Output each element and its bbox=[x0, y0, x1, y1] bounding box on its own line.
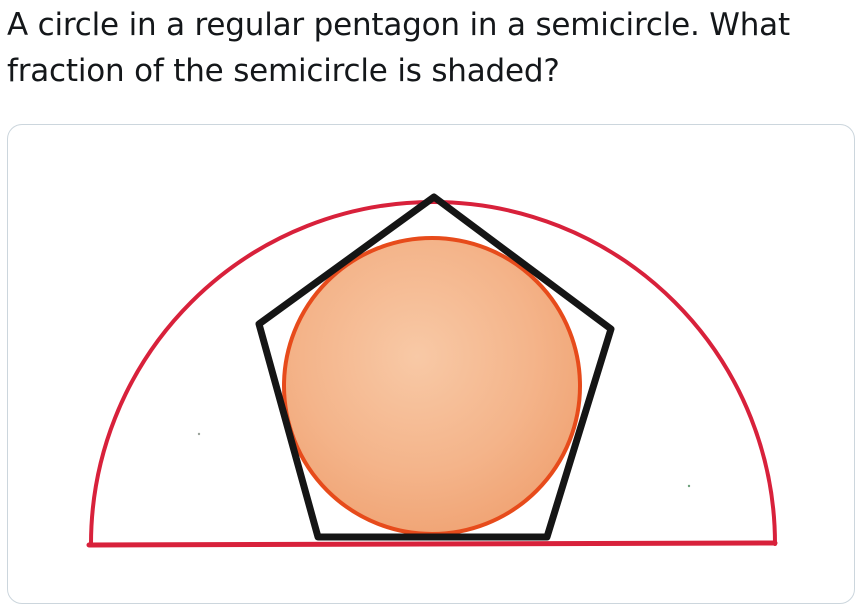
puzzle-diagram bbox=[7, 124, 855, 604]
shaded-circle bbox=[284, 238, 580, 534]
tweet-text-line-2: fraction of the semicircle is shaded? bbox=[7, 53, 560, 89]
paper-speck bbox=[688, 485, 690, 487]
semicircle-diameter bbox=[89, 543, 775, 545]
tweet-media-card[interactable] bbox=[7, 124, 855, 604]
tweet-text bbox=[7, 2, 847, 94]
paper-speck bbox=[198, 433, 200, 435]
tweet-text-line-1: A circle in a regular pentagon in a semicircle. What bbox=[7, 7, 790, 43]
